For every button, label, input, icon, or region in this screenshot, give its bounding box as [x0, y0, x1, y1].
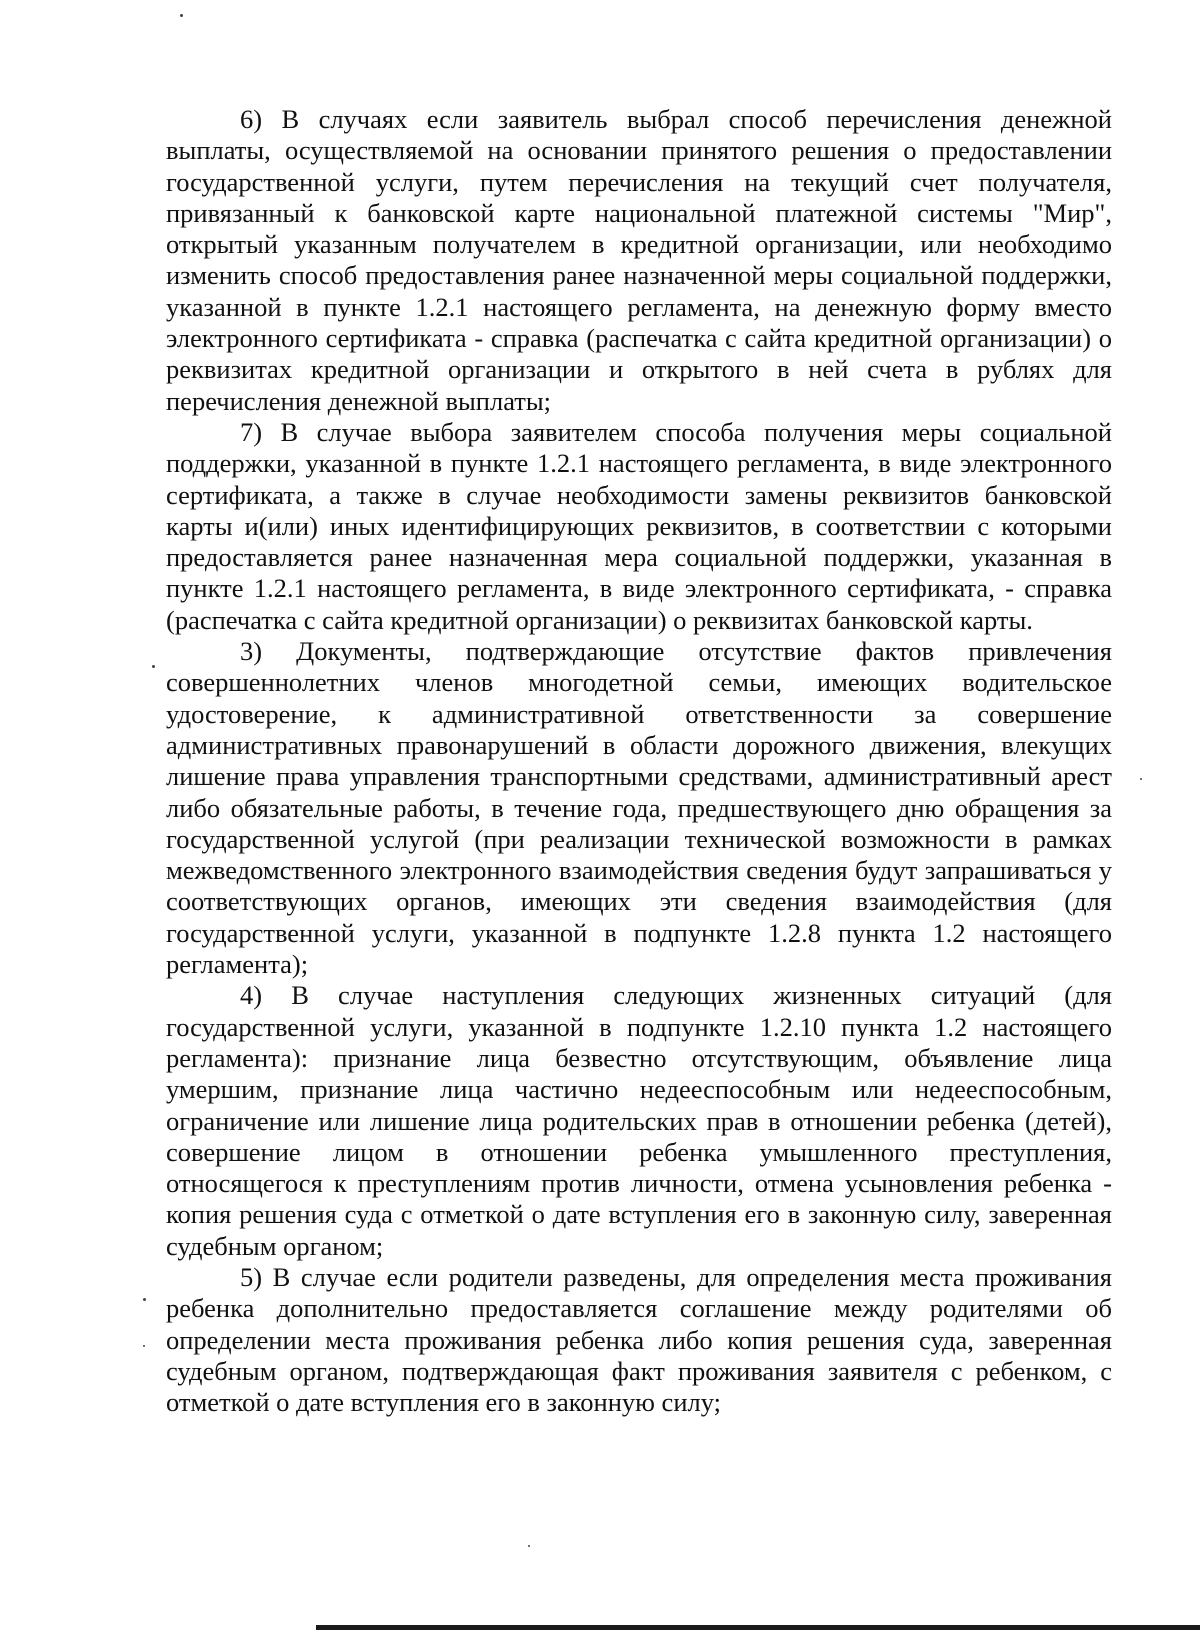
paragraph-item-4: 4) В случае наступления следующих жизненных ситуаций (для государственной услуги, указанной в подпункте 1.2.10 пункта 1.2 настоящего регламента): признание лица безвестно отсутствующим, объявление лица умершим, признание лица частично недееспособным или недееспособным, ограничение или лишение лица родительских прав в отношении ребенка (детей), совершение лицом в отношении ребенка умышленного преступления, относящегося к преступлениям против личности, отмена усыновления ребенка - копия решения суда с отметкой о дате вступления его в законную силу, заверенная судебным органом; — [166, 980, 1112, 1261]
scan-edge-line — [316, 1625, 1200, 1630]
scan-speck — [143, 1298, 146, 1301]
scan-speck — [143, 1345, 145, 1347]
paragraph-item-6: 6) В случаях если заявитель выбрал способ перечисления денежной выплаты, осуществляемой на основании принятого решения о предоставлении государственной услуги, путем перечисления на текущий счет получателя, привязанный к банковской карте национальной платежной системы "Мир", открытый указанным получателем в кредитной организации, или необходимо изменить способ предоставления ранее назначенной меры социальной поддержки, указанной в пункте 1.2.1 настоящего регламента, на денежную форму вместо электронного сертификата - справка (распечатка с сайта кредитной организации) о реквизитах кредитной организации и открытого в ней счета в рублях для перечисления денежной выплаты; — [166, 104, 1112, 416]
paragraph-item-3: 3) Документы, подтверждающие отсутствие фактов привлечения совершеннолетних членов многодетной семьи, имеющих водительское удостоверение, к административной ответственности за совершение административных правонарушений в области дорожного движения, влекущих лишение права управления транспортными средствами, административный арест либо обязательные работы, в течение года, предшествующего дню обращения за государственной услугой (при реализации технической возможности в рамках межведомственного электронного взаимодействия сведения будут запрашиваться у соответствующих органов, имеющих эти сведения взаимодействия (для государственной услуги, указанной в подпункте 1.2.8 пункта 1.2 настоящего регламента); — [166, 636, 1112, 980]
scan-speck — [180, 14, 183, 17]
scan-speck — [528, 1545, 530, 1547]
scan-speck — [1140, 778, 1142, 780]
paragraph-item-7: 7) В случае выбора заявителем способа получения меры социальной поддержки, указанной в пункте 1.2.1 настоящего регламента, в виде электронного сертификата, а также в случае необходимости замены реквизитов банковской карты и(или) иных идентифицирующих реквизитов, в соответствии с которыми предоставляется ранее назначенная мера социальной поддержки, указанная в пункте 1.2.1 настоящего регламента, в виде электронного сертификата, - справка (распечатка с сайта кредитной организации) о реквизитах банковской карты. — [166, 416, 1112, 635]
scan-speck — [152, 665, 155, 668]
paragraph-item-5: 5) В случае если родители разведены, для определения места проживания ребенка дополнительно предоставляется соглашение между родителями об определении места проживания ребенка либо копия решения суда, заверенная судебным органом, подтверждающая факт проживания заявителя с ребенком, с отметкой о дате вступления его в законную силу; — [166, 1261, 1112, 1418]
document-body — [166, 104, 1112, 1418]
